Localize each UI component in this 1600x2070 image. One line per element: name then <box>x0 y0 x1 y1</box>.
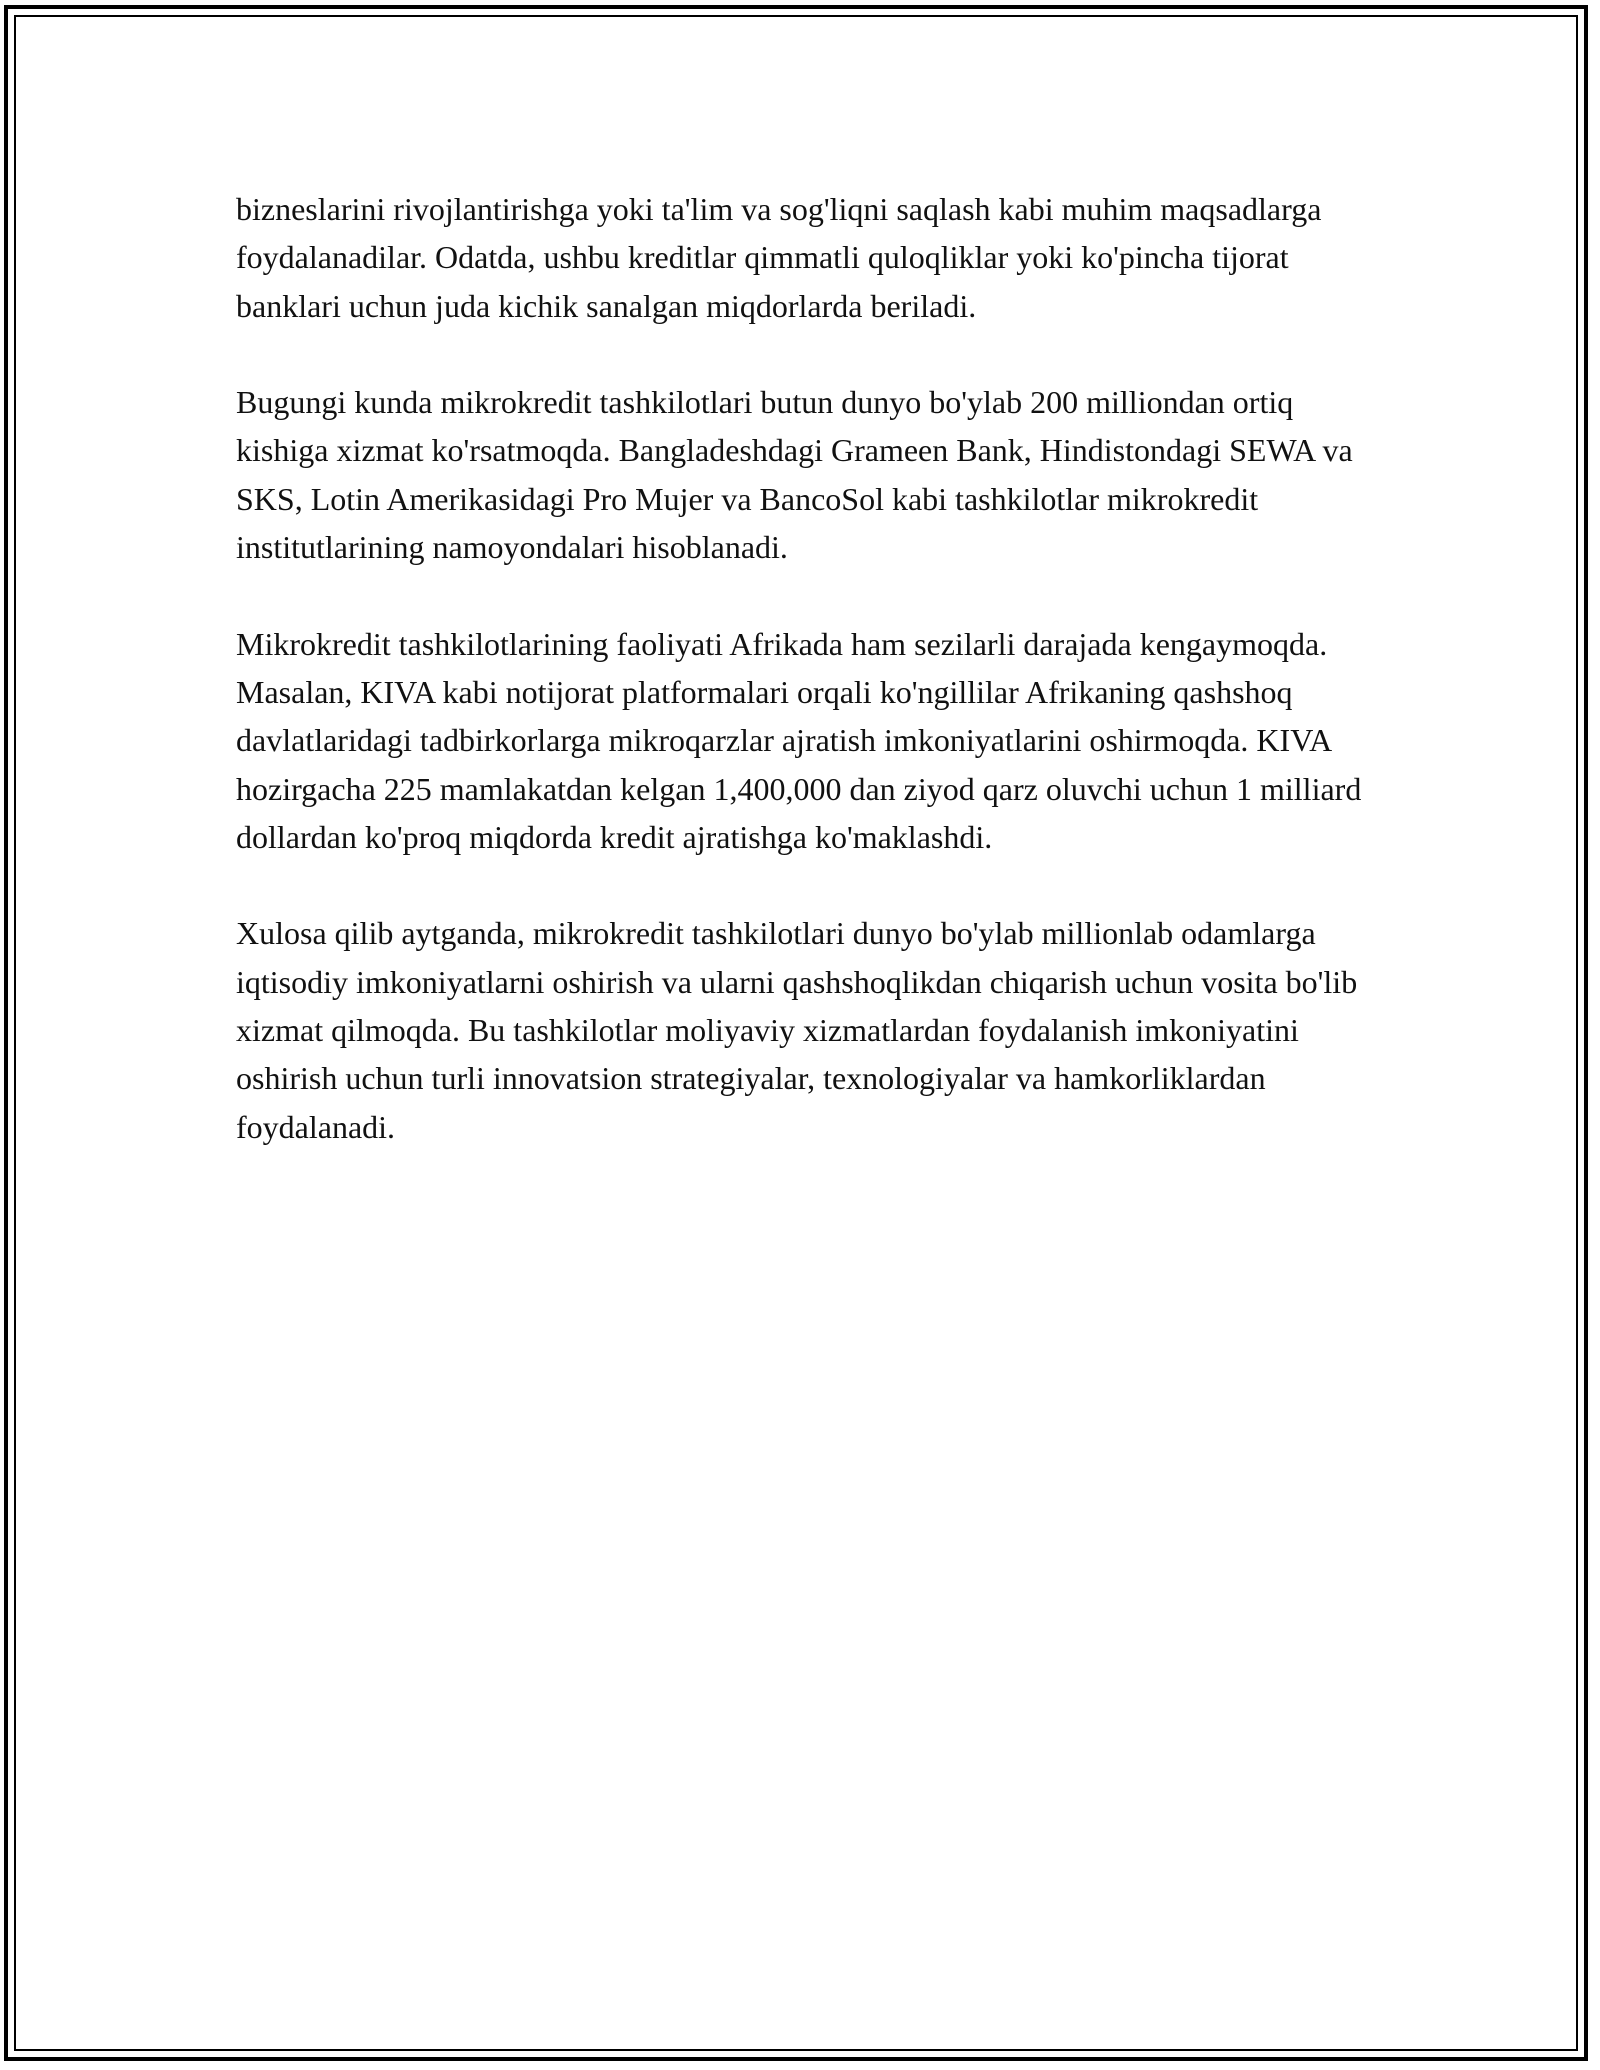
paragraph-3: Mikrokredit tashkilotlarining faoliyati Afrikada ham sezilarli darajada kengaymoqda. Masalan, KIVA kabi notijorat platformalari orqali ko'ngillilar Afrikaning qashshoq davlatlaridagi tadbirkorlarga mikroqarzlar ajratish imkoniyatlarini oshirmoqda. KIVA hozirgacha 225 mamlakatdan kelgan 1,400,000 dan ziyod qarz oluvchi uchun 1 milliard dollardan ko'proq miqdorda kredit ajratishga ko'maklashdi. <box>236 625 1362 855</box>
paragraph-1: bizneslarini rivojlantirishga yoki ta'lim va sog'liqni saqlash kabi muhim maqsadlarga foydalanadilar. Odatda, ushbu kreditlar qimmatli quloqliklar yoki ko'pincha tijorat banklari uchun juda kichik sanalgan miqdorlarda beriladi. <box>236 191 1322 324</box>
paragraph-4: Xulosa qilib aytganda, mikrokredit tashkilotlari dunyo bo'ylab millionlab odamlarga iqtisodiy imkoniyatlarni oshirish va ularni qashshoqlikdan chiqarish uchun vosita bo'lib xizmat qilmoqda. Bu tashkilotlar moliyaviy xizmatlardan foydalanish imkoniyatini oshirish uchun turli innovatsion strategiyalar, texnologiyalar va hamkorliklardan foydalanadi. <box>236 915 1358 1145</box>
paragraph-2: Bugungi kunda mikrokredit tashkilotlari butun dunyo bo'ylab 200 milliondan ortiq kishiga xizmat ko'rsatmoqda. Bangladeshdagi Grameen Bank, Hindistondagi SEWA va SKS, Lotin Amerikasidagi Pro Mujer va BancoSol kabi tashkilotlar mikrokredit institutlarining namoyondalari hisoblanadi. <box>236 384 1353 566</box>
document-body <box>236 185 1386 1199</box>
